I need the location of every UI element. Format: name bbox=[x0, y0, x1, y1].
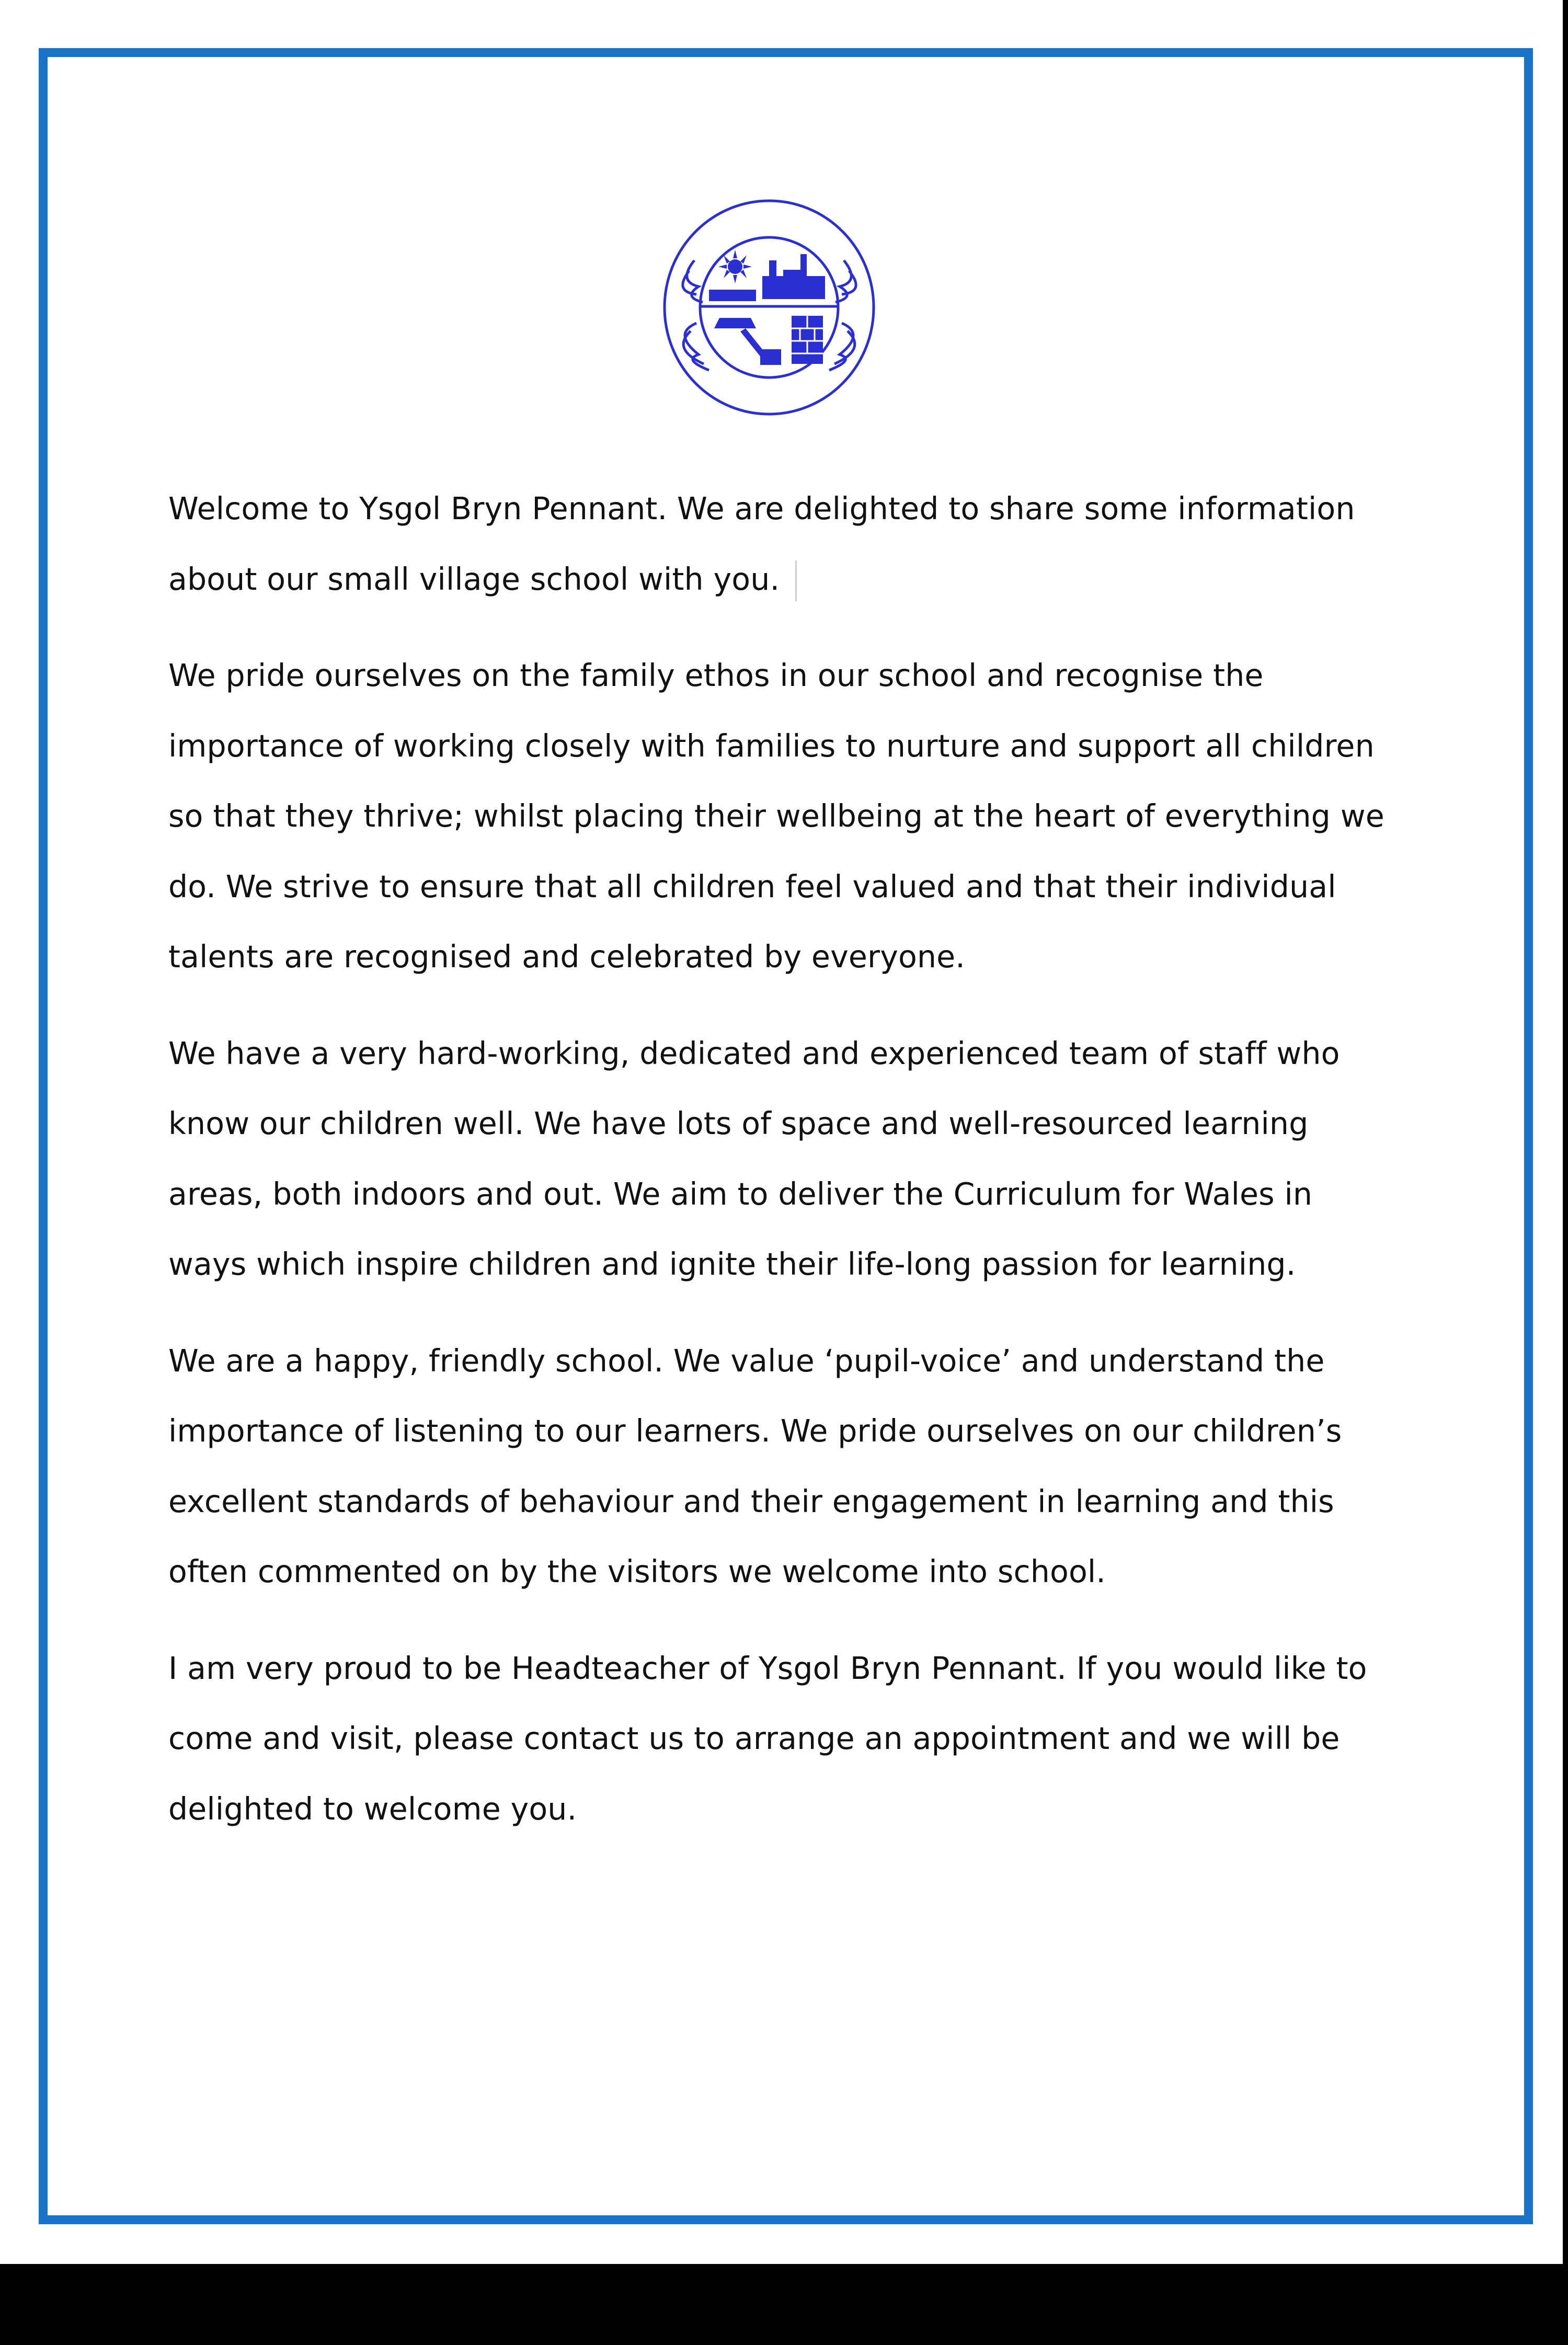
text-line: areas, both indoors and out. We aim to deliver the Curriculum for Wales in bbox=[168, 1176, 1313, 1212]
text-line: come and visit, please contact us to arrange an appointment and we will be bbox=[168, 1721, 1340, 1756]
text-line: about our small village school with you. bbox=[168, 544, 1434, 615]
text-line: delighted to welcome you. bbox=[168, 1791, 577, 1827]
text-line: so that they thrive; whilst placing their wellbeing at the heart of everything we bbox=[168, 798, 1384, 834]
text-line: excellent standards of behaviour and their engagement in learning and this bbox=[168, 1483, 1334, 1519]
text-line: We are a happy, friendly school. We value ‘pupil-voice’ and understand the bbox=[168, 1343, 1325, 1379]
letter-body bbox=[168, 474, 1434, 1870]
paragraph-welcome bbox=[168, 474, 1434, 614]
school-crest-icon bbox=[662, 198, 876, 417]
text-cursor bbox=[795, 560, 797, 601]
text-line: know our children well. We have lots of space and well-resourced learning bbox=[168, 1106, 1309, 1141]
paragraph-ethos bbox=[168, 640, 1434, 992]
text-line: importance of listening to our learners. We pride ourselves on our children’s bbox=[168, 1413, 1342, 1449]
text-line: importance of working closely with families to nurture and support all children bbox=[168, 728, 1375, 764]
page-shadow-bottom bbox=[0, 2264, 1568, 2345]
text-line: talents are recognised and celebrated by everyone. bbox=[168, 939, 966, 975]
text-line: often commented on by the visitors we welcome into school. bbox=[168, 1554, 1106, 1589]
paragraph-staff bbox=[168, 1019, 1434, 1300]
page-shadow-right bbox=[1563, 0, 1568, 2264]
text-line: ways which inspire children and ignite their life-long passion for learning. bbox=[168, 1246, 1296, 1282]
text-line: We pride ourselves on the family ethos in our school and recognise the bbox=[168, 658, 1264, 693]
text-line: Welcome to Ysgol Bryn Pennant. We are delighted to share some information bbox=[168, 491, 1355, 527]
text-line: We have a very hard-working, dedicated and experienced team of staff who bbox=[168, 1035, 1340, 1071]
paragraph-headteacher bbox=[168, 1633, 1434, 1845]
text-line: do. We strive to ensure that all children feel valued and that their individual bbox=[168, 868, 1336, 905]
paragraph-happy-school bbox=[168, 1326, 1434, 1607]
text-line: I am very proud to be Headteacher of Ysgol Bryn Pennant. If you would like to bbox=[168, 1650, 1367, 1686]
